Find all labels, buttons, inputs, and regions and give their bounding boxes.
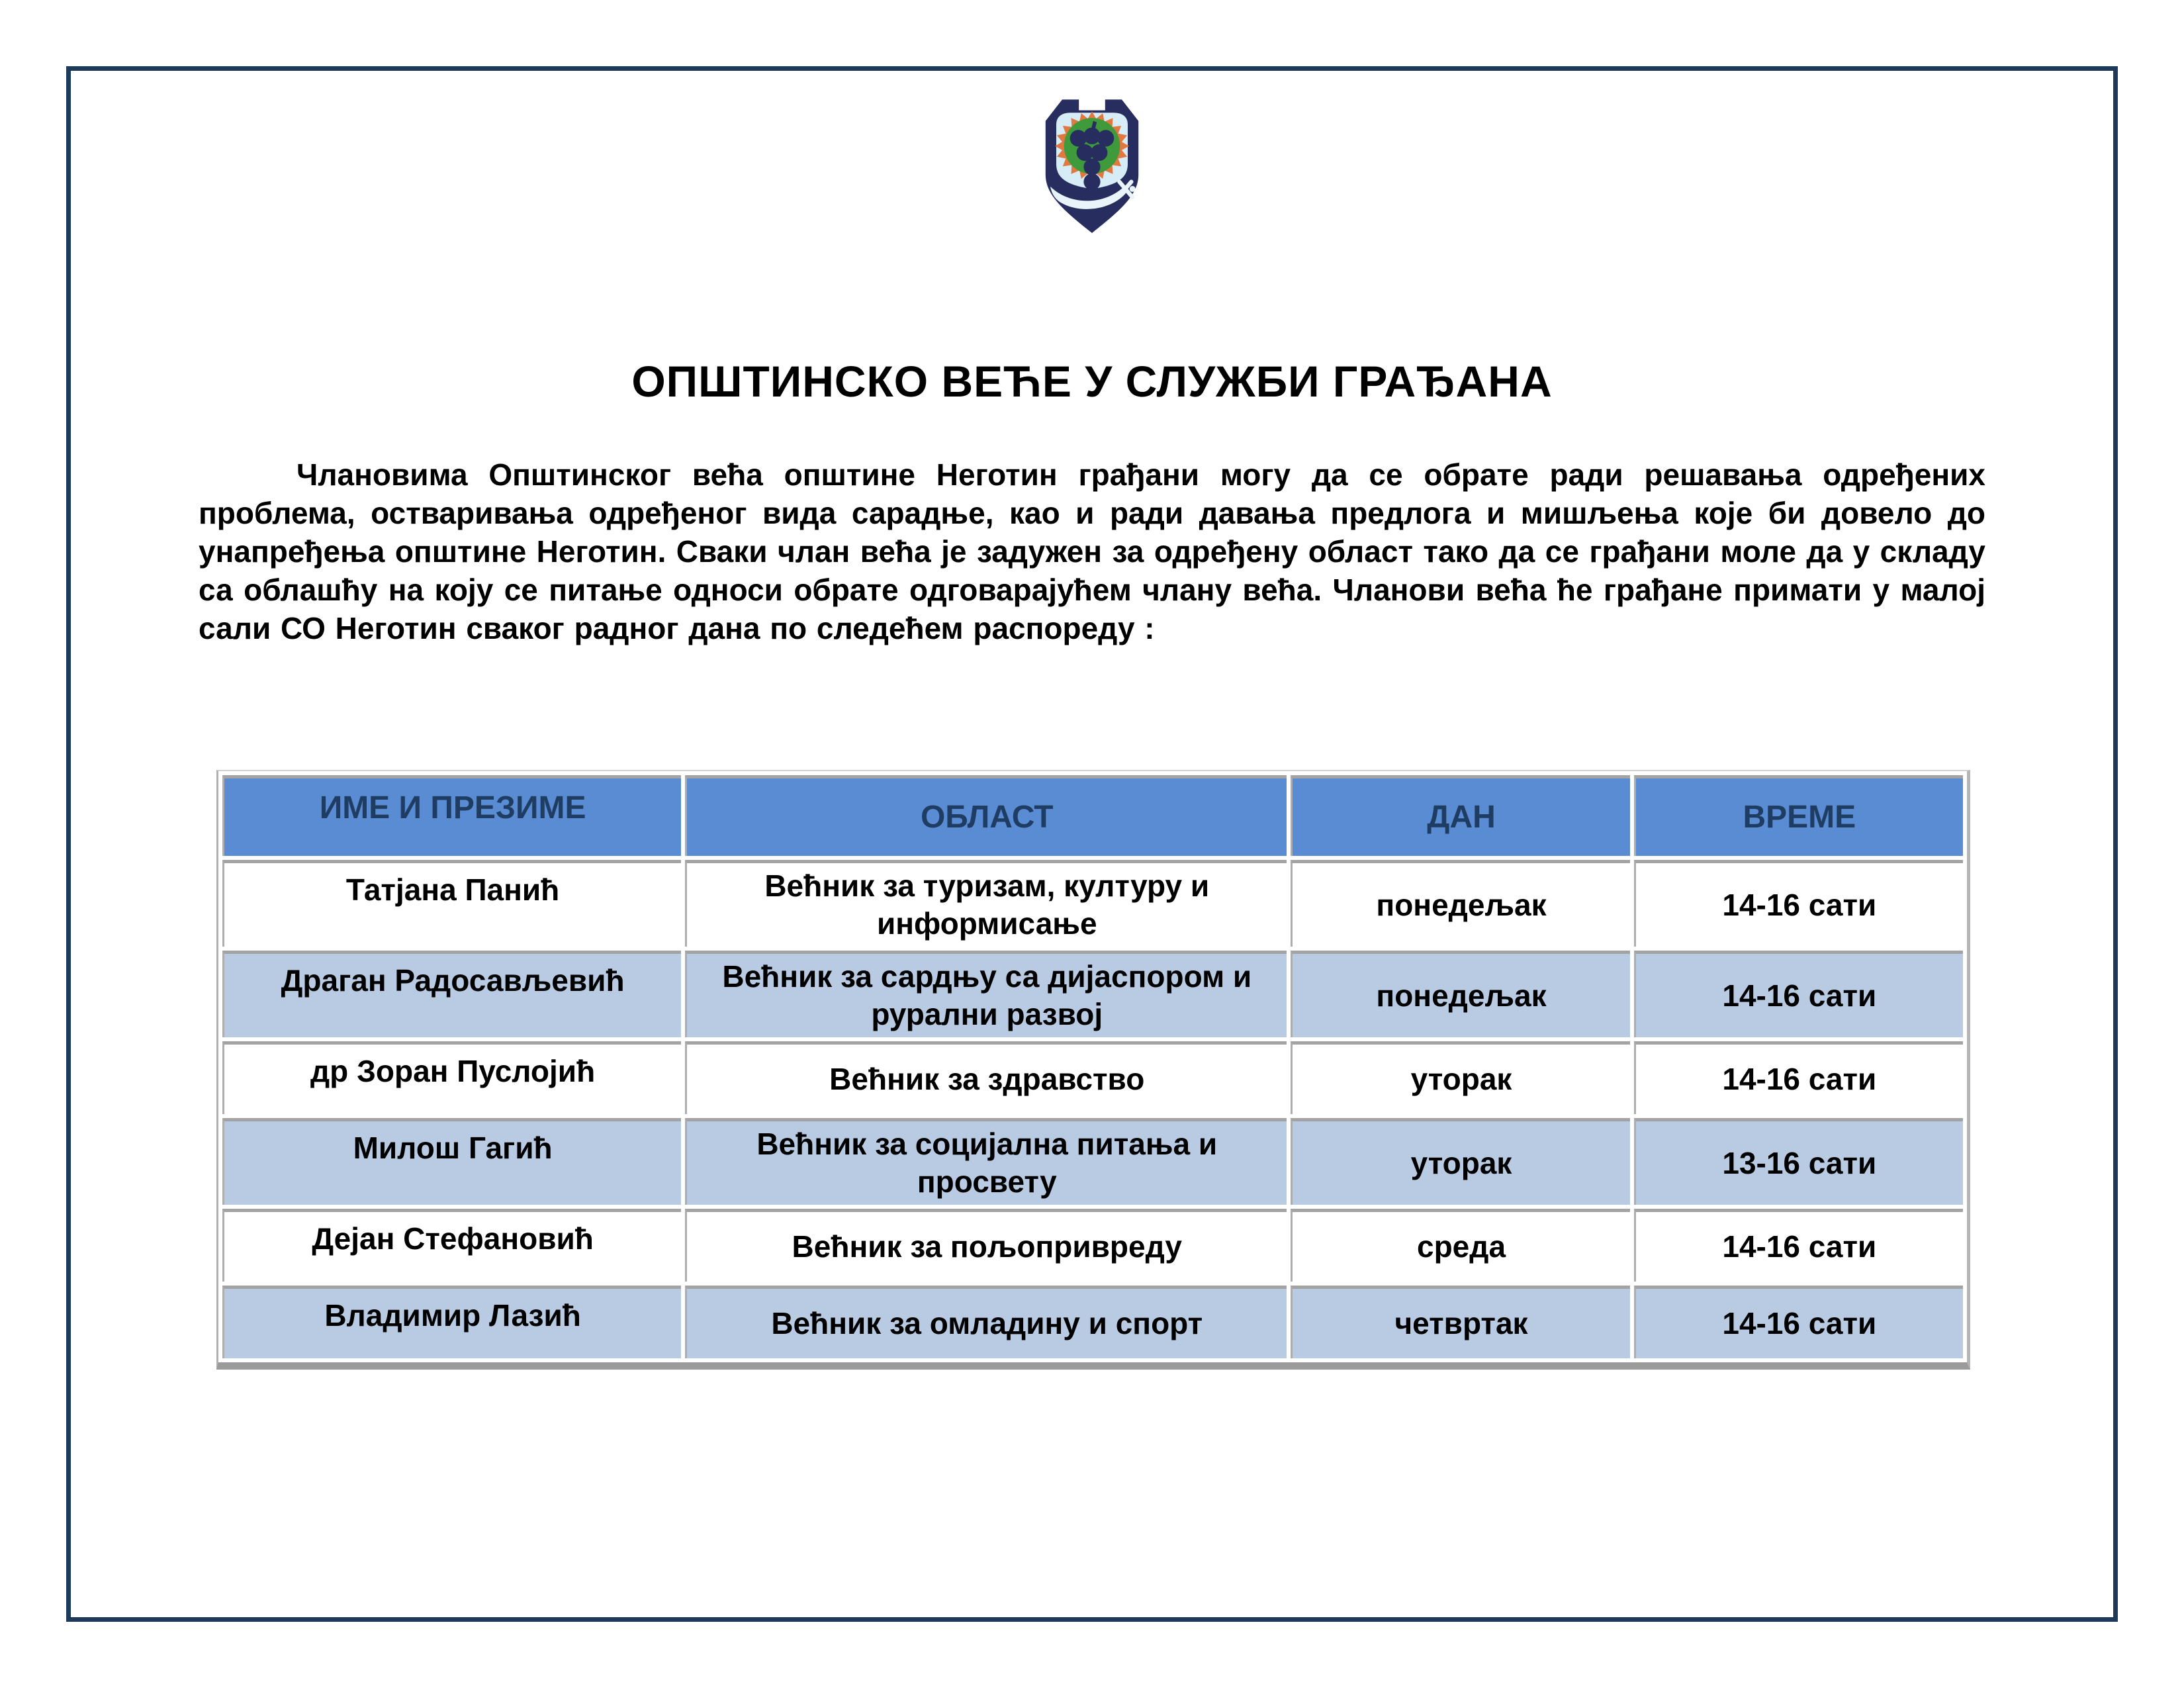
cell-dan: четвртак	[1291, 1286, 1629, 1358]
cell-oblast: Већник за пољопривреду	[685, 1209, 1287, 1282]
table-row	[222, 1041, 1963, 1114]
cell-name: Владимир Лазић	[222, 1286, 681, 1358]
cell-oblast: Већник за здравство	[685, 1041, 1287, 1114]
cell-oblast: Већник за омладину и спорт	[685, 1286, 1287, 1358]
cell-dan: уторак	[1291, 1041, 1629, 1114]
cell-name: Татјана Панић	[222, 860, 681, 947]
schedule-table-body	[222, 860, 1963, 1358]
cell-name: др Зоран Пуслојић	[222, 1041, 681, 1114]
negotin-coat-of-arms-icon	[1032, 86, 1152, 237]
cell-dan: уторак	[1291, 1118, 1629, 1205]
intro-paragraph: Члановима Општинског већа општине Неготин грађани могу да се обрате ради решавања одређених проблема, остваривања одређеног вида сарадње, као и ради давања предлога и мишљења које би довело до унапређења општине Неготин. Сваки члан већа је задужен за одређену област тако да се грађани моле да у складу са облашћу на коју се питање односи обрате одговарајућем члану већа. Чланови већа ће грађане примати у малој сали СО Неготин сваког радног дана по следећем распореду :	[199, 457, 1985, 645]
cell-vreme: 13-16 сати	[1634, 1118, 1963, 1205]
cell-vreme: 14-16 сати	[1634, 1209, 1963, 1282]
cell-oblast: Већник за социјална питања и просвету	[685, 1118, 1287, 1205]
cell-dan: среда	[1291, 1209, 1629, 1282]
table-row	[222, 1286, 1963, 1358]
table-row	[222, 951, 1963, 1037]
cell-vreme: 14-16 сати	[1634, 860, 1963, 947]
page-title: ОПШТИНСКО ВЕЋЕ У СЛУЖБИ ГРАЂАНА	[631, 357, 1553, 406]
table-row	[222, 1209, 1963, 1282]
column-header-oblast: ОБЛАСТ	[685, 775, 1287, 856]
table-row	[222, 860, 1963, 947]
cell-vreme: 14-16 сати	[1634, 1041, 1963, 1114]
cell-name: Драган Радосављевић	[222, 951, 681, 1037]
cell-name: Дејан Стефановић	[222, 1209, 681, 1282]
table-row	[222, 1118, 1963, 1205]
cell-oblast: Већник за сардњу са дијаспором и рурални развој	[685, 951, 1287, 1037]
column-header-dan: ДАН	[1291, 775, 1629, 856]
cell-vreme: 14-16 сати	[1634, 951, 1963, 1037]
column-header-vreme: ВРЕМЕ	[1634, 775, 1963, 856]
cell-dan: понедељак	[1291, 951, 1629, 1037]
cell-name: Милош Гагић	[222, 1118, 681, 1205]
cell-vreme: 14-16 сати	[1634, 1286, 1963, 1358]
column-header-name: ИМЕ И ПРЕЗИМЕ	[222, 775, 681, 856]
schedule-table	[216, 770, 1970, 1370]
table-header-row	[222, 775, 1963, 856]
cell-oblast: Већник за туризам, културу и информисање	[685, 860, 1287, 947]
cell-dan: понедељак	[1291, 860, 1629, 947]
